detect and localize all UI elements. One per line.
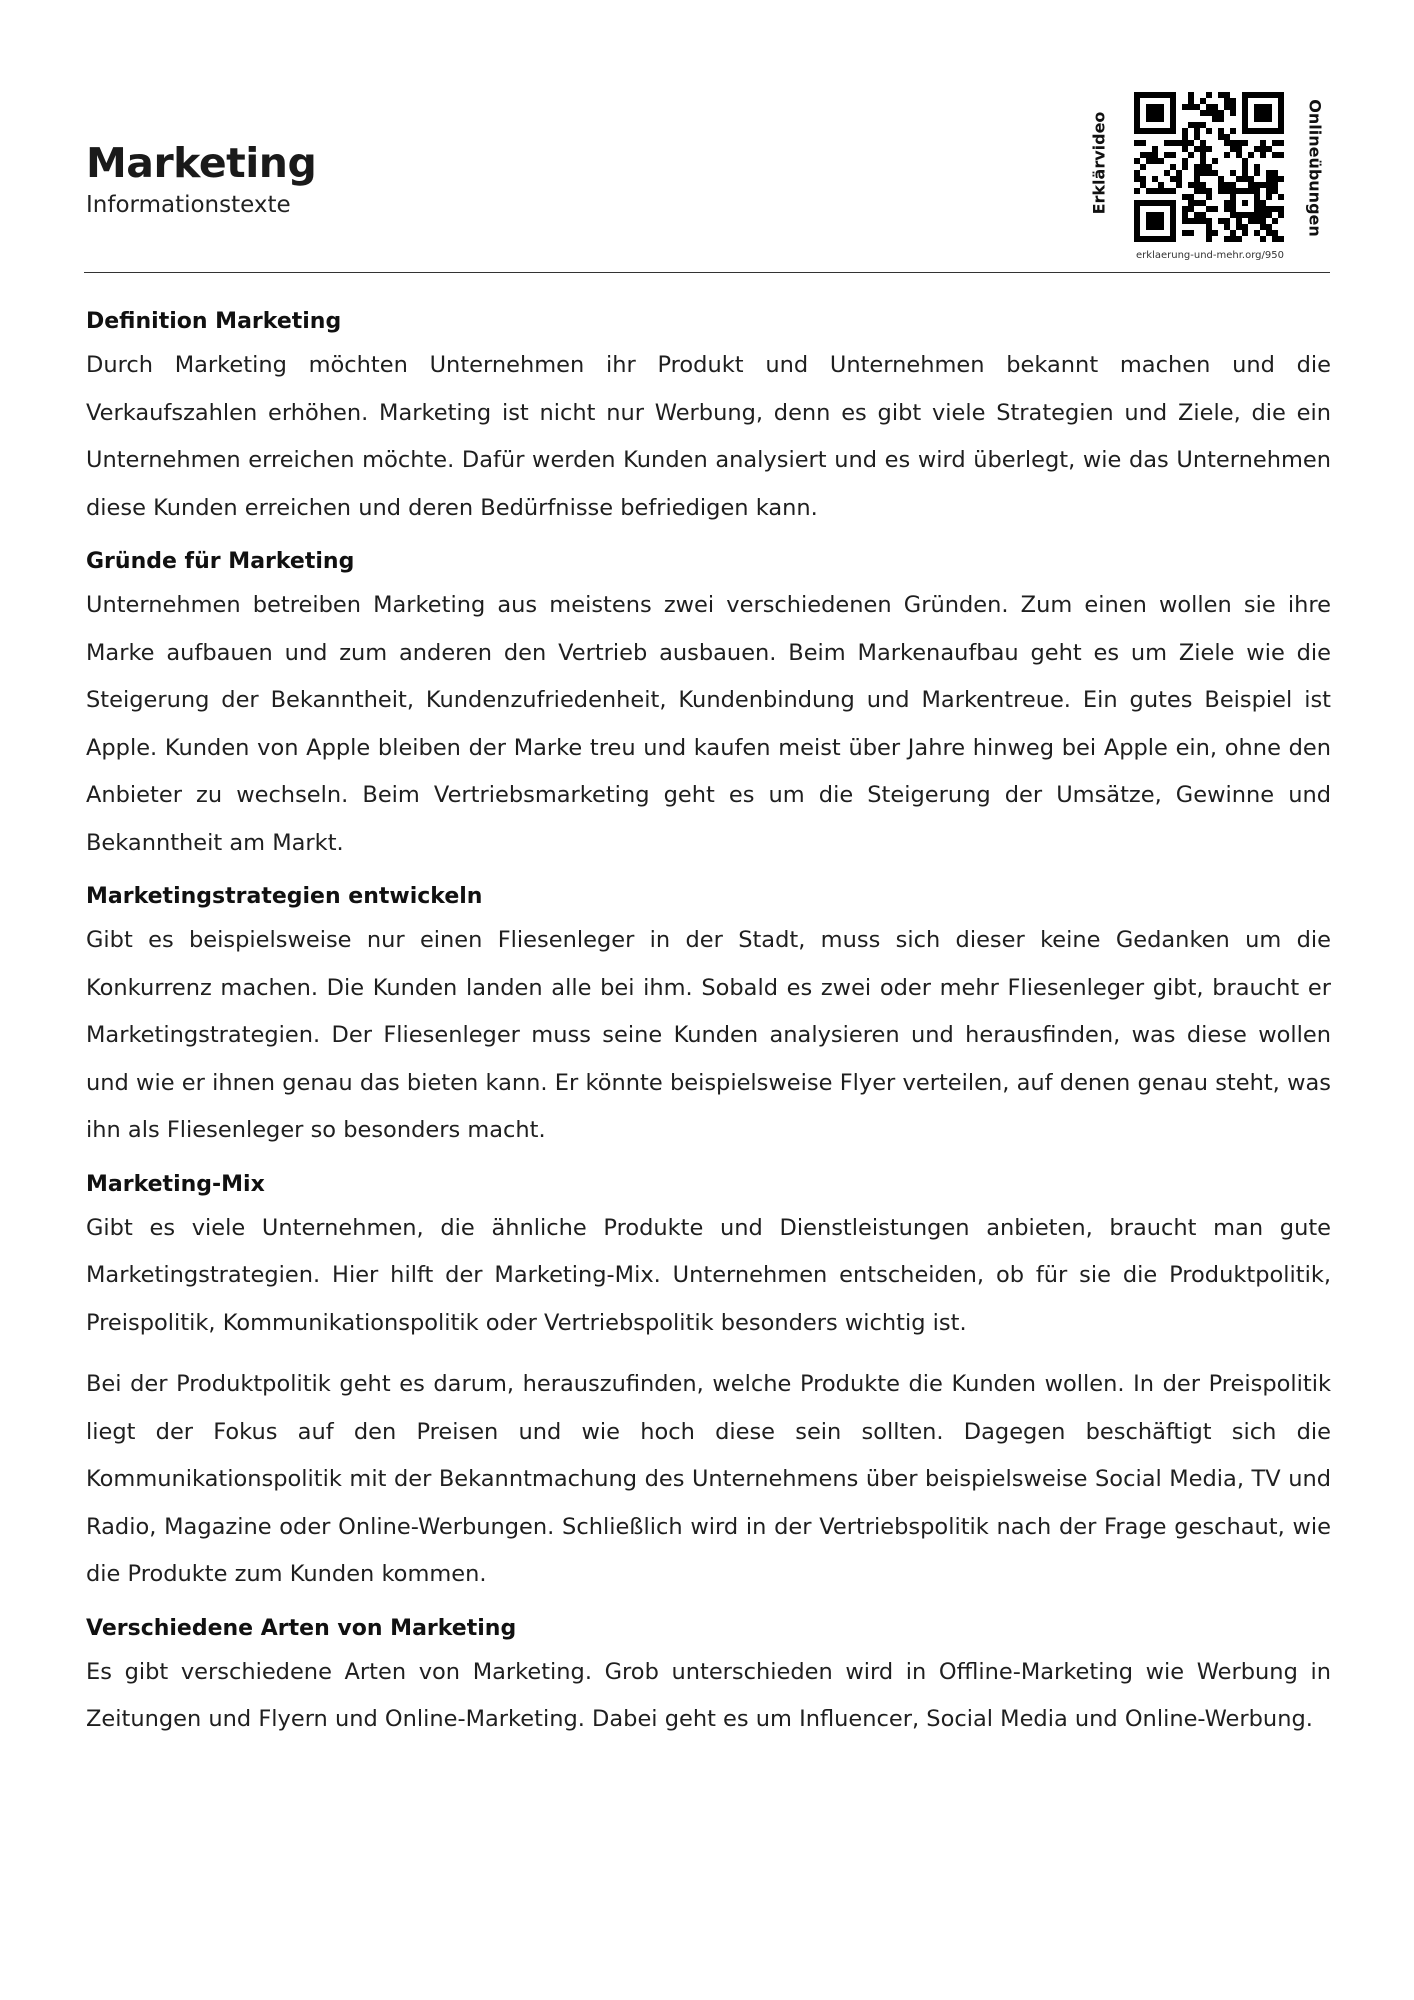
section-paragraph: Unternehmen betreiben Marketing aus meistens zwei verschiedenen Gründen. Zum einen wollen sie ihre Marke aufbauen und zum anderen den Vertrieb ausbauen. Beim Markenaufbau geht es um Ziele wie die Steigerung der Bekanntheit, Kundenzufriedenheit, Kundenbindung und Markentreue. Ein gutes Beispiel ist Apple. Kunden von Apple bleiben der Marke treu und kaufen meist über Jahre hinweg bei Apple ein, ohne den Anbieter zu wechseln. Beim Vertriebsmarketing geht es um die Steigerung der Umsätze, Gewinne und Bekanntheit am Markt.: [86, 592, 1331, 856]
qr-block: [1080, 88, 1342, 274]
qr-video-label: Erklärvideo: [1089, 111, 1109, 215]
content-body: [86, 306, 1331, 1758]
header-divider: [84, 272, 1330, 273]
qr-exercises-label: Onlineübungen: [1305, 99, 1325, 237]
qr-url-caption[interactable]: erklaerung-und-mehr.org/950: [1136, 250, 1284, 261]
section-heading: Definition Marketing: [86, 309, 342, 334]
section-strategies: [86, 881, 1331, 1155]
section-reasons: [86, 546, 1331, 867]
section-heading: Gründe für Marketing: [86, 549, 355, 574]
section-paragraph: Gibt es viele Unternehmen, die ähnliche Produkte und Dienstleistungen anbieten, braucht man gute Marketingstrategien. Hier hilft der Marketing-Mix. Unternehmen entscheiden, ob für sie die Produktpolitik, Preispolitik, Kommunikationspolitik oder Vertriebspolitik besonders wichtig ist.: [86, 1214, 1331, 1336]
section-paragraph: Bei der Produktpolitik geht es darum, herauszufinden, welche Produkte die Kunden wollen. In der Preispolitik liegt der Fokus auf den Preisen und wie hoch diese sein sollten. Dagegen beschäftigt sich die Kommunikationspolitik mit der Bekanntmachung des Unternehmens über beispielsweise Social Media, TV und Radio, Magazine oder Online-Werbungen. Schließlich wird in der Vertriebspolitik nach der Frage geschaut, wie die Produkte zum Kunden kommen.: [86, 1371, 1331, 1587]
section-heading: Marketing-Mix: [86, 1171, 265, 1197]
section-paragraph: Es gibt verschiedene Arten von Marketing. Grob unterschieden wird in Offline-Marketing wie Werbung in Zeitungen und Flyern und Online-Marketing. Dabei geht es um Influencer, Social Media und Online-Werbung.: [86, 1658, 1331, 1732]
section-definition: [86, 306, 1331, 532]
section-paragraph: Durch Marketing möchten Unternehmen ihr Produkt und Unternehmen bekannt machen und die Verkaufszahlen erhöhen. Marketing ist nicht nur Werbung, denn es gibt viele Strategien und Ziele, die ein Unternehmen erreichen möchte. Dafür werden Kunden analysiert und es wird überlegt, wie das Unternehmen diese Kunden erreichen und deren Bedürfnisse befriedigen kann.: [86, 352, 1331, 521]
page-title: Marketing: [86, 139, 317, 187]
section-heading: Marketingstrategien entwickeln: [86, 884, 483, 909]
section-marketing-mix: [86, 1169, 1331, 1599]
page-subtitle: Informationstexte: [86, 192, 291, 218]
section-paragraph: Gibt es beispielsweise nur einen Fliesenleger in der Stadt, muss sich dieser keine Gedanken um die Konkurrenz machen. Die Kunden landen alle bei ihm. Sobald es zwei oder mehr Fliesenleger gibt, braucht er Marketingstrategien. Der Fliesenleger muss seine Kunden analysieren und herausfinden, was diese wollen und wie er ihnen genau das bieten kann. Er könnte beispielsweise Flyer verteilen, auf denen genau steht, was ihn als Fliesenleger so besonders macht.: [86, 927, 1331, 1143]
section-types: [86, 1613, 1331, 1744]
section-heading: Verschiedene Arten von Marketing: [86, 1615, 517, 1641]
qr-code-image[interactable]: [1134, 92, 1284, 242]
